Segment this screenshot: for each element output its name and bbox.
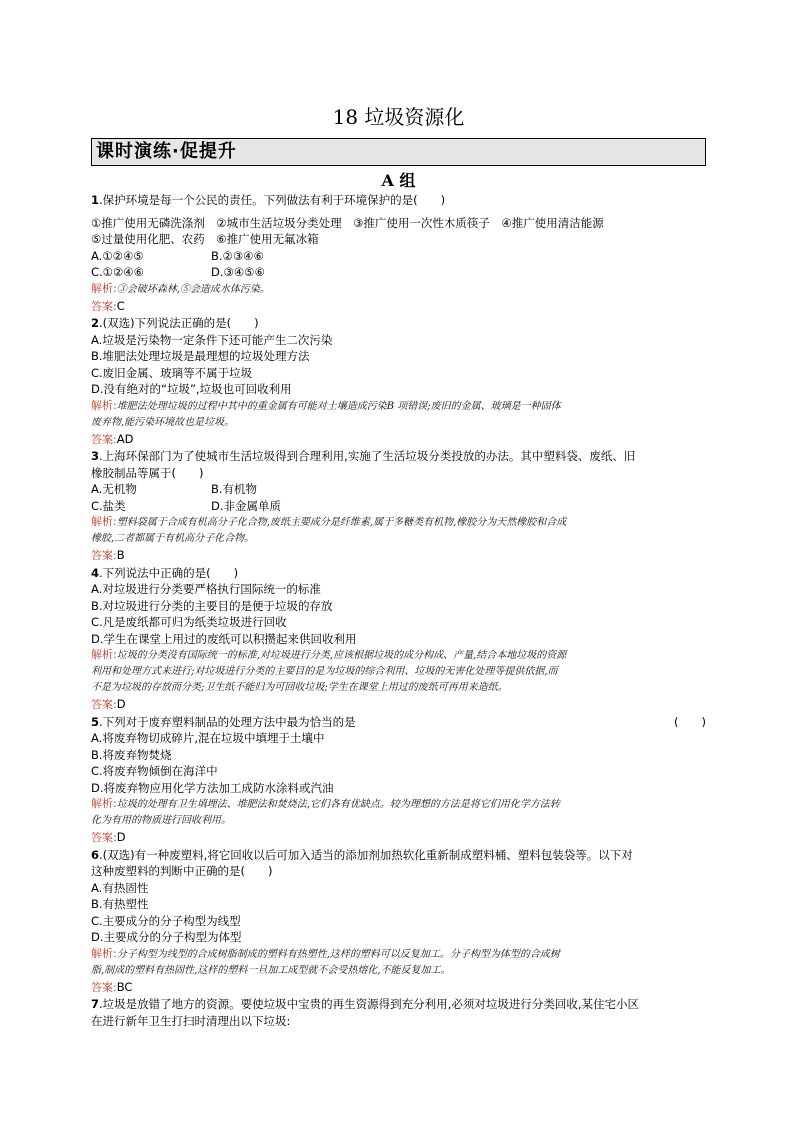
answer-blank: ( ) [674,714,706,729]
analysis-cont: 化为有用的物质进行回收利用。 [91,815,231,826]
analysis: 解析:塑料袋属于合成有机高分子化合物,废纸主要成分是纤维素,属于多糖类有机物,橡胶分为天然橡胶和合成 [91,515,567,528]
answer: 答案:AD [91,431,134,446]
option: B.对垃圾进行分类的主要目的是便于垃圾的存放 [91,598,333,613]
option: B.将废弃物焚烧 [91,747,172,762]
answer: 答案:B [91,548,125,562]
analysis: 解析:垃圾的处理有卫生填埋法、堆肥法和焚烧法,它们各有优缺点。较为理想的方法是将它们用化学方法转 [91,797,560,810]
question-items: ⑤过量使用化肥、农药 ⑥推广使用无氟冰箱 [91,232,319,246]
option: D.将废弃物应用化学方法加工成防水涂料或汽油 [91,780,334,795]
question-7 [91,996,706,1029]
option: D.主要成分的分子构型为体型 [91,930,242,944]
option: B.堆肥法处理垃圾是最理想的垃圾处理方法 [91,349,310,363]
option: A.垃圾是污染物一定条件下还可能产生二次污染 [91,332,333,347]
analysis-cont: 废弃物,能污染环境故也是垃圾。 [91,416,235,428]
question-stem: 6.(双选)有一种废塑料,将它回收以后可加入适当的添加剂加热软化重新制成塑料桶、塑料包装袋等。以下对 [91,847,633,862]
option: C.凡是废纸都可归为纸类垃圾进行回收 [91,615,287,629]
question-stem-cont: 橡胶制品等属于( ) [91,465,204,480]
option: A.有热固性 [91,880,149,895]
analysis: 解析:垃圾的分类没有国际统一的标准,对垃圾进行分类,应该根据垃圾的成分构成、产量,结合本地垃圾的资源 [91,648,567,661]
analysis: 解析:堆肥法处理垃圾的过程中其中的重金属有可能对土壤造成污染B 项错误;废旧的金属、玻璃是一种固体 [91,398,561,412]
analysis-cont: 脂,制成的塑料有热固性,这样的塑料一旦加工成型就不会受热熔化,不能反复加工。 [91,964,451,976]
option: D.没有绝对的“垃圾”,垃圾也可回收利用 [91,382,292,396]
question-stem-cont: 这种废塑料的判断中正确的是( ) [91,864,273,878]
option: C.主要成分的分子构型为线型 [91,913,241,928]
question-items: ①推广使用无磷洗涤剂 ②城市生活垃圾分类处理 ③推广使用一次性木质筷子 ④推广使用清洁能源 [91,215,604,230]
question-5 [91,714,706,847]
answer: 答案:D [91,830,126,844]
option-row: A.无机物 B.有机物 [91,482,258,496]
question-stem: 7.垃圾是放错了地方的资源。要使垃圾中宝贵的再生资源得到充分利用,必须对垃圾进行分类回收,某住宅小区 [91,997,639,1011]
analysis-cont: 橡胶,二者都属于有机高分子化合物。 [91,533,255,544]
question-stem: 2.(双选)下列说法正确的是( ) [91,316,259,330]
section-banner: 课时演练·促提升 [91,138,706,166]
analysis: 解析:分子构型为线型的合成树脂制成的塑料有热塑性,这样的塑料可以反复加工。分子构型为体型的合成树 [91,946,560,960]
question-stem: 4.下列说法中正确的是( ) [91,565,239,580]
option-row: C.盐类 D.非金属单质 [91,498,282,513]
option-row: A.①②④⑤ B.②③④⑥ [91,248,264,263]
question-stem: 1.保护环境是每一个公民的责任。下列做法有利于环境保护的是( ) [91,193,446,207]
option: C.将废弃物倾倒在海洋中 [91,764,218,778]
option: D.学生在课堂上用过的废纸可以积攒起来供回收利用 [91,631,357,646]
question-1 [91,192,706,315]
group-heading: A 组 [381,171,416,190]
worksheet-page [91,98,706,1029]
question-2 [91,315,706,448]
analysis-cont: 利用和处理方式来进行;对垃圾进行分类的主要目的是为垃圾的综合利用、垃圾的无害化处理等提供依据,而 [91,666,558,677]
analysis: 解析:③会破坏森林,⑤会造成水体污染。 [91,281,270,295]
question-stem-cont: 在进行新年卫生打扫时清理出以下垃圾: [91,1013,291,1028]
option: C.废旧金属、玻璃等不属于垃圾 [91,365,253,380]
analysis-cont: 不是为垃圾的存放而分类;卫生纸不能归为可回收垃圾;学生在课堂上用过的废纸可再用来造纸。 [91,682,508,693]
answer: 答案:BC [91,979,133,994]
question-6 [91,847,706,997]
question-stem: 5.下列对于废弃塑料制品的处理方法中最为恰当的是 ( ) [91,714,706,729]
page-title: 18 垃圾资源化 [332,105,465,129]
option: A.对垃圾进行分类要严格执行国际统一的标准 [91,582,321,596]
option: B.有热塑性 [91,897,149,911]
question-3 [91,448,706,565]
question-4 [91,565,706,714]
option: A.将废弃物切成碎片,混在垃圾中填埋于土壤中 [91,731,325,745]
question-stem: 3.上海环保部门为了使城市生活垃圾得到合理利用,实施了生活垃圾分类投放的办法。其中塑料袋、废纸、旧 [91,449,636,463]
answer: 答案:D [91,697,126,711]
answer: 答案:C [91,298,125,313]
option-row: C.①②④⑥ D.③④⑤⑥ [91,265,265,279]
